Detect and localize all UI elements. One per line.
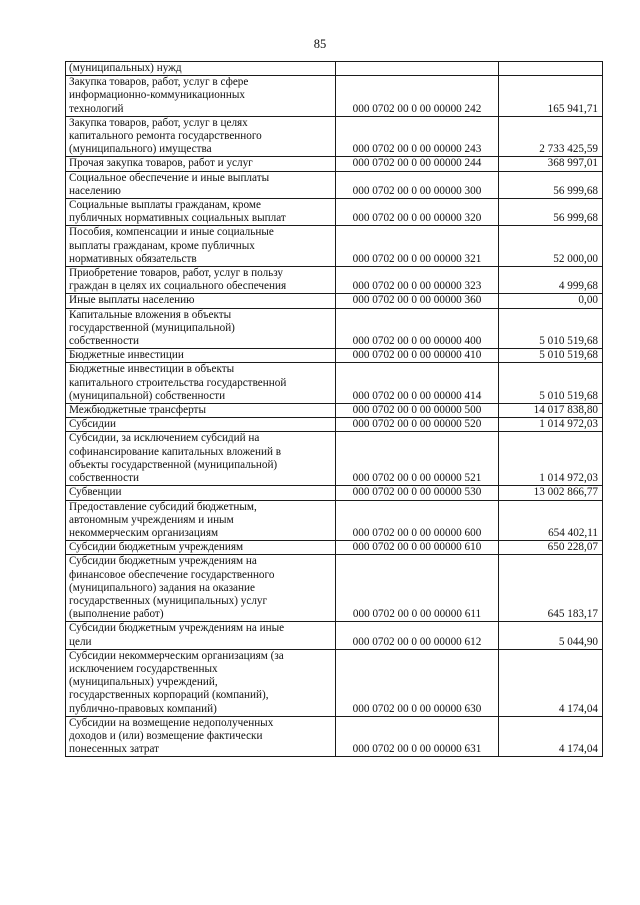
table-row	[66, 116, 603, 157]
row-sum: 2 733 425,59	[499, 116, 603, 157]
row-sum: 4 174,04	[499, 716, 603, 757]
row-name: Социальное обеспечение и иные выплаты населению	[66, 171, 336, 198]
row-sum: 52 000,00	[499, 226, 603, 267]
row-sum: 4 174,04	[499, 649, 603, 716]
table-row	[66, 76, 603, 117]
budget-table	[65, 61, 603, 757]
row-sum: 654 402,11	[499, 500, 603, 541]
row-sum: 56 999,68	[499, 171, 603, 198]
table-row	[66, 199, 603, 226]
row-code: 000 0702 00 0 00 00000 520	[336, 418, 499, 432]
row-code: 000 0702 00 0 00 00000 323	[336, 267, 499, 294]
table-row	[66, 649, 603, 716]
table-row	[66, 418, 603, 432]
row-name: (муниципальных) нужд	[66, 62, 336, 76]
row-code: 000 0702 00 0 00 00000 242	[336, 76, 499, 117]
row-name: Субсидии бюджетным учреждениям на иные цели	[66, 622, 336, 649]
row-code	[336, 62, 499, 76]
row-name: Субсидии, за исключением субсидий на софинансирование капитальных вложений в объекты государственной (муниципальной) собственности	[66, 432, 336, 486]
row-code: 000 0702 00 0 00 00000 631	[336, 716, 499, 757]
row-code: 000 0702 00 0 00 00000 610	[336, 541, 499, 555]
table-row	[66, 171, 603, 198]
row-sum: 13 002 866,77	[499, 486, 603, 500]
table-row	[66, 622, 603, 649]
row-code: 000 0702 00 0 00 00000 611	[336, 555, 499, 622]
row-sum: 5 010 519,68	[499, 308, 603, 349]
row-code: 000 0702 00 0 00 00000 600	[336, 500, 499, 541]
table-row	[66, 486, 603, 500]
row-sum: 14 017 838,80	[499, 404, 603, 418]
row-sum: 165 941,71	[499, 76, 603, 117]
row-sum: 1 014 972,03	[499, 432, 603, 486]
row-name: Межбюджетные трансферты	[66, 404, 336, 418]
row-code: 000 0702 00 0 00 00000 521	[336, 432, 499, 486]
row-name: Пособия, компенсации и иные социальные выплаты гражданам, кроме публичных нормативных обязательств	[66, 226, 336, 267]
table-row	[66, 294, 603, 308]
row-code: 000 0702 00 0 00 00000 300	[336, 171, 499, 198]
row-code: 000 0702 00 0 00 00000 410	[336, 349, 499, 363]
row-name: Приобретение товаров, работ, услуг в пользу граждан в целях их социального обеспечения	[66, 267, 336, 294]
row-sum: 5 010 519,68	[499, 349, 603, 363]
table-row	[66, 308, 603, 349]
row-code: 000 0702 00 0 00 00000 612	[336, 622, 499, 649]
row-name: Иные выплаты населению	[66, 294, 336, 308]
row-name: Предоставление субсидий бюджетным, автономным учреждениям и иным некоммерческим организациям	[66, 500, 336, 541]
row-code: 000 0702 00 0 00 00000 320	[336, 199, 499, 226]
table-row	[66, 226, 603, 267]
row-sum: 4 999,68	[499, 267, 603, 294]
row-name: Субсидии на возмещение недополученных доходов и (или) возмещение фактически понесенных затрат	[66, 716, 336, 757]
table-row	[66, 157, 603, 171]
row-code: 000 0702 00 0 00 00000 360	[336, 294, 499, 308]
table-row	[66, 267, 603, 294]
row-sum: 5 010 519,68	[499, 363, 603, 404]
table-row	[66, 716, 603, 757]
row-code: 000 0702 00 0 00 00000 414	[336, 363, 499, 404]
row-code: 000 0702 00 0 00 00000 400	[336, 308, 499, 349]
row-name: Субсидии бюджетным учреждениям	[66, 541, 336, 555]
row-sum	[499, 62, 603, 76]
budget-table-body	[66, 62, 603, 757]
page-number: 85	[313, 37, 327, 51]
row-code: 000 0702 00 0 00 00000 244	[336, 157, 499, 171]
row-sum: 0,00	[499, 294, 603, 308]
row-name: Капитальные вложения в объекты государственной (муниципальной) собственности	[66, 308, 336, 349]
table-row	[66, 349, 603, 363]
row-name: Субсидии бюджетным учреждениям на финансовое обеспечение государственного (муниципального) задания на оказание государственных (муниципальных) услуг (выполнение работ)	[66, 555, 336, 622]
row-name: Закупка товаров, работ, услуг в целях капитального ремонта государственного (муниципального) имущества	[66, 116, 336, 157]
row-name: Бюджетные инвестиции	[66, 349, 336, 363]
row-sum: 645 183,17	[499, 555, 603, 622]
row-name: Субсидии некоммерческим организациям (за исключением государственных (муниципальных) учреждений, государственных корпораций (компаний), публично-правовых компаний)	[66, 649, 336, 716]
row-name: Субсидии	[66, 418, 336, 432]
row-sum: 56 999,68	[499, 199, 603, 226]
table-row	[66, 432, 603, 486]
table-row	[66, 541, 603, 555]
row-code: 000 0702 00 0 00 00000 243	[336, 116, 499, 157]
row-sum: 5 044,90	[499, 622, 603, 649]
row-code: 000 0702 00 0 00 00000 321	[336, 226, 499, 267]
row-sum: 1 014 972,03	[499, 418, 603, 432]
table-row	[66, 404, 603, 418]
row-name: Бюджетные инвестиции в объекты капитального строительства государственной (муниципальной) собственности	[66, 363, 336, 404]
row-name: Закупка товаров, работ, услуг в сфере информационно-коммуникационных технологий	[66, 76, 336, 117]
row-code: 000 0702 00 0 00 00000 500	[336, 404, 499, 418]
row-code: 000 0702 00 0 00 00000 530	[336, 486, 499, 500]
table-row	[66, 500, 603, 541]
row-sum: 368 997,01	[499, 157, 603, 171]
table-row	[66, 62, 603, 76]
row-sum: 650 228,07	[499, 541, 603, 555]
row-code: 000 0702 00 0 00 00000 630	[336, 649, 499, 716]
row-name: Прочая закупка товаров, работ и услуг	[66, 157, 336, 171]
table-row	[66, 363, 603, 404]
row-name: Субвенции	[66, 486, 336, 500]
row-name: Социальные выплаты гражданам, кроме публичных нормативных социальных выплат	[66, 199, 336, 226]
table-row	[66, 555, 603, 622]
